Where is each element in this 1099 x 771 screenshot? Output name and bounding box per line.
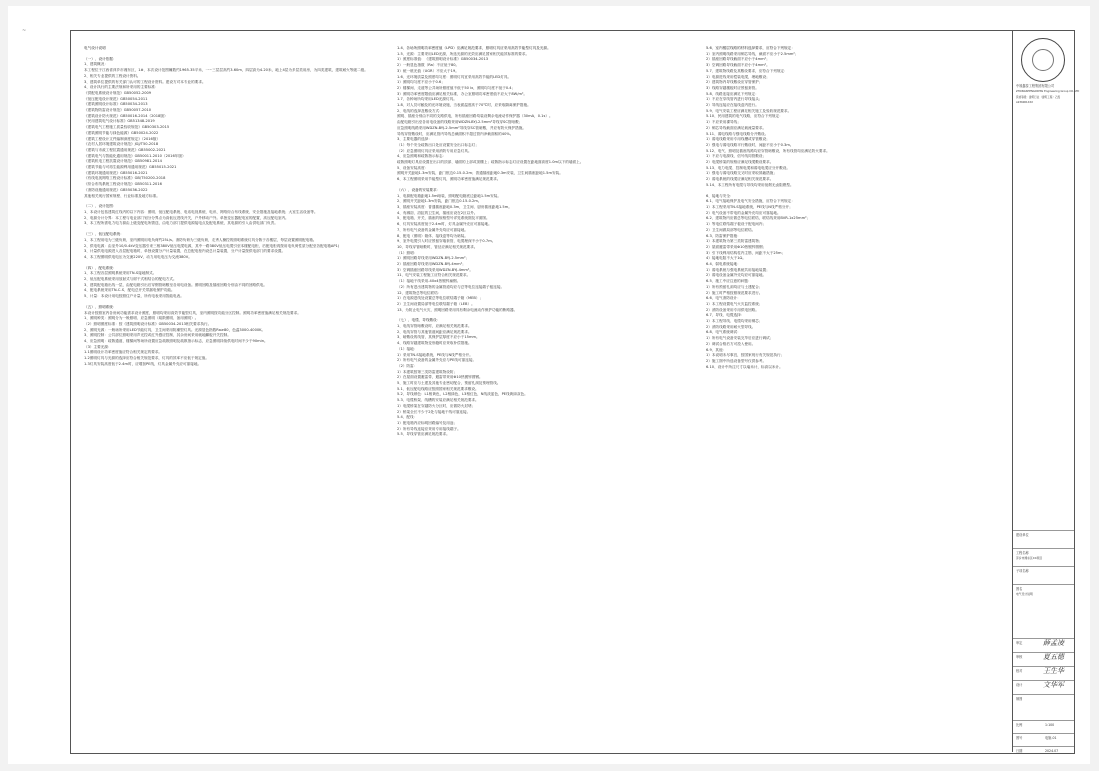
note-line: 5、设备安装高度： bbox=[397, 165, 429, 170]
label-drawing-no: 图号 bbox=[1016, 736, 1023, 740]
note-line: 照明、插座分别由不同的支路供电，所有插座回路均装设剩余电流动作保护器（30mA，0.1s）。 bbox=[397, 114, 553, 119]
note-line: 9、室外电缆引入时应预留穿墙套管，电缆埋深不小于0.7m。 bbox=[397, 239, 496, 244]
note-line: 1.3灯具安装高度低于2.4m时，应增加PE线，灯具金属外壳应可靠接地。 bbox=[84, 361, 202, 366]
note-line: 4、配电系统采用TN-C-S、配电总开关带漏电保护功能。 bbox=[84, 288, 175, 293]
note-line: 5.12、电气、照明及插座线路均应穿管暗敷设，所有线管均应满足防火要求。 bbox=[706, 148, 830, 153]
signature-approve: 薛孟凌 bbox=[1043, 639, 1064, 647]
note-line: 1、电源配电箱距地1.5m暗装，照明配电箱底边距地1.5m安装。 bbox=[397, 193, 502, 198]
note-line: 6.8、电气系统调试： bbox=[706, 330, 741, 335]
note-line: 应急照明线路采用WDZN-BYJ-2.5mm²导线穿SC管暗敷，并应有防火保护措施。 bbox=[397, 125, 526, 130]
note-line: 2）插座回路导线截面不应小于4mm²； bbox=[706, 57, 770, 62]
note-line: 2）铜芯导线截面应满足载流量要求。 bbox=[706, 125, 767, 130]
note-line: 2）卫生间设置局部等电位联结端子箱（LEB）。 bbox=[397, 301, 475, 306]
note-line: （六）、设备的安装要求： bbox=[397, 187, 441, 192]
note-line: 2）插座回路导线采用WDZN-BYJ-4mm²； bbox=[397, 262, 466, 267]
label-draft: 制图 bbox=[1016, 697, 1023, 701]
note-line: 1）配电箱内应标明回路编号及用途； bbox=[397, 421, 458, 425]
note-line: 3）空调回路导线截面不应小于4mm²。 bbox=[706, 63, 770, 68]
note-line: 1）室内照明线路采用铜芯导线，截面不应小于2.5mm²； bbox=[706, 51, 799, 56]
note-line: 1.7、各种场所均采用LED光源灯具。 bbox=[397, 97, 457, 102]
note-line: 6.2、建筑物内应做总等电位联结，联结线采用BVR-1x25mm²； bbox=[706, 216, 811, 221]
note-line: （三）、低压配电系统： bbox=[84, 232, 124, 237]
note-line: 2）施工图中所选设备型号仅供参考。 bbox=[706, 358, 767, 363]
note-line: 1）等电位联结端子板设于配电间内； bbox=[706, 222, 767, 227]
note-line: 1、本工程用电为三级负荷，室内照明用电负荷约25L/s。消防负荷为三级负荷，走秀人操控的照明系统灯具分散于各楼层，每层设置照明配电箱。 bbox=[84, 237, 317, 242]
note-line: 3）照明功率密度限值应满足相关标准，办公室照明功率密度值不应大于8W/m²。 bbox=[397, 91, 528, 96]
note-line: 3、建筑单位提供的有关部门认可的工程设计资料。建设方对本专业的要求。 bbox=[84, 79, 206, 84]
note-line: 3、照明控制：公共部位照明采用声光控或红外感应控制，其余房间采用就地翻板开关控制。 bbox=[84, 333, 231, 338]
value-drawing-no: 电施-01 bbox=[1045, 736, 1057, 740]
note-line: 6.3、防雷保护措施： bbox=[706, 233, 741, 238]
note-line: 6.10、设计中所注尺寸以毫米计，标高以米计。 bbox=[706, 364, 783, 369]
note-line: 1）弱电线路采用专用线槽或穿管敷设； bbox=[706, 137, 770, 142]
notes-column-2 bbox=[397, 46, 689, 438]
note-line: 疏散照明灯具应设置在出口的顶部、墙面的上部或顶棚上；疏散指示标志灯应设置在距地面高度1.0m以下的墙面上。 bbox=[397, 160, 584, 165]
note-line: 4、本工程照明供电电压为交流220V，动力用电电压为交流380V。 bbox=[84, 254, 192, 259]
note-line: 4、应急照明和疏散指示标志： bbox=[397, 154, 447, 159]
note-line: 《农村人居环境建筑设计规范》JGJ/T50-2018 bbox=[84, 142, 159, 147]
note-line: 6、灯具安装高度低于2.4m时，灯具金属外壳应可靠接地。 bbox=[397, 222, 492, 227]
note-line: 1.8、对人员可触及的光环境设施，当表面温度高于70℃时，应采取隔离保护措施。 bbox=[397, 103, 531, 108]
note-line: 《民用建筑电气设计标准》GB51348-2019 bbox=[84, 119, 155, 124]
note-line: （3）主要光源： bbox=[84, 344, 112, 349]
note-line: 8、配电（照明）箱体、接线盒等均为暗装。 bbox=[397, 233, 468, 238]
note-line: 2）消防设备采用专用供电回路。 bbox=[706, 307, 759, 312]
label-client: 建设单位 bbox=[1016, 533, 1029, 537]
value-date: 2024.07 bbox=[1045, 749, 1059, 753]
note-line: 2）电缆桥架的规格应满足线缆敷设要求。 bbox=[706, 160, 774, 165]
note-line: 2）所有导线连接应采用专用接线端子。 bbox=[397, 426, 461, 431]
note-line: 导线穿管敷设时，应满足管内导线总截面积不超过管内净截面积的40%。 bbox=[397, 131, 514, 136]
note-line: 4）接地电阻不大于1Ω。 bbox=[706, 256, 746, 261]
note-line: 5、施工时应与土建及其他专业密切配合，预留孔洞及预埋管线。 bbox=[397, 381, 501, 386]
note-line: 2）所有电气设备的金属外壳应与PE线可靠连接。 bbox=[397, 358, 477, 363]
project-name: 萍乡市湘东区XX项目 bbox=[1016, 556, 1043, 560]
note-line: 1）弱电系统与强电系统共用接地装置； bbox=[706, 267, 770, 272]
company-seal-icon bbox=[1021, 38, 1065, 82]
note-line: 《低压配电设计规范》GB50054-2011 bbox=[84, 96, 148, 101]
note-line: 由配电箱引出至各用电设备的线路采用WDZN-BYJ-2.5mm²导线穿SC管暗敷； bbox=[397, 120, 523, 125]
note-line: 2）弱电系统的线缆应满足相关规范要求。 bbox=[706, 177, 774, 182]
label-date: 日期 bbox=[1016, 749, 1023, 753]
note-line: 2、供电电源：由室外10/0.4kV变压器引来三相380V低压电缆电源，其中一路380V低压电缆引至本楼配电柜，后配电柜再按用电负荷性质分配至各配电箱AP1) bbox=[84, 243, 340, 248]
certificate-line: 资质等级：建筑行业（建筑工程）乙级 bbox=[1016, 96, 1061, 99]
note-line: 1）本建筑物为第三类防雷建筑物； bbox=[706, 239, 763, 244]
note-line: 《建筑环境通用规范》GB55016-2021 bbox=[84, 170, 148, 175]
note-line: 5.3、电缆桥架、线槽的安装应满足相关规范要求。 bbox=[397, 398, 479, 403]
note-line: （2）所有进出建筑物的金属管道均应与总等电位连接端子板连接。 bbox=[397, 284, 505, 289]
note-line: 6、接地与安全： bbox=[706, 193, 734, 198]
note-line: 《建筑照明节能与绿色能源》GB50024-2022 bbox=[84, 130, 159, 135]
note-line: 1）本工程设置电气火灾监控系统； bbox=[706, 301, 763, 306]
notes-column-1 bbox=[84, 46, 376, 368]
note-line: （二）、设计范围： bbox=[84, 204, 117, 209]
signature-review: 夏五德 bbox=[1043, 653, 1064, 661]
note-line: 12、建筑物总等电位联结： bbox=[397, 290, 442, 295]
note-line: 6.9、其他： bbox=[706, 347, 727, 352]
note-line: 1）所有电气设备安装完毕后应进行调试； bbox=[706, 336, 774, 341]
note-line: 2）施工时严格按照规范要求进行。 bbox=[706, 290, 763, 295]
note-line: 5.10、民用建筑的电气线路，应符合下列规定： bbox=[706, 114, 783, 119]
note-line: 7、所有电气设备的金属外壳均应可靠接地。 bbox=[397, 227, 468, 232]
note-line: 本工程位于江西省萍乡市湘东区，1#、本次设计范围幢数约1965.35平米，一~三层层高约3.60m，四层高为4.20米，地上4层为多层类用房，为四类建筑，建筑耐火等级二级。 bbox=[84, 68, 368, 73]
notes-column-3 bbox=[706, 46, 998, 370]
note-line: 6.6、电气消防设计： bbox=[706, 296, 741, 301]
note-line: 2）楼梯间、走道等公共场所照度值不低于50 lx，照明均匀度不低于0.4； bbox=[397, 85, 516, 90]
note-line: 6.4、弱电系统接地： bbox=[706, 262, 741, 267]
note-line: 1）照明均匀度不应小于0.6； bbox=[397, 80, 445, 85]
note-line: 11、电气安装工程施工应符合相关规范要求。 bbox=[397, 273, 471, 278]
note-line: 6.7、导线、电缆选择： bbox=[706, 313, 745, 318]
note-line: 3）引下线利用结构柱内主筋，间距不大于25m； bbox=[706, 250, 786, 255]
note-line: 《建筑照明设计标准》GB50034-2013 bbox=[84, 102, 148, 107]
note-line: 6.5、施工中应注意的问题： bbox=[706, 279, 752, 284]
note-line: 《有线电视网络工程设计标准》GB/T50200-2018 bbox=[84, 176, 166, 181]
note-line: （1）接地： bbox=[397, 346, 418, 351]
note-line: 1）本建筑按第三类防雷建筑物设防； bbox=[397, 369, 458, 374]
note-line: 5、配电箱、开关、插座的规格型号详见系统图及平面图。 bbox=[397, 216, 490, 221]
note-line: 6、本工程照明采用节能型灯具，照明功率密度值满足规范要求。 bbox=[397, 177, 501, 182]
label-drawing-title: 图名 bbox=[1016, 587, 1023, 591]
label-subitem: 子项名称 bbox=[1016, 569, 1029, 573]
note-line: （五）、照明系统： bbox=[84, 304, 117, 309]
note-line: 3）统一眩光值（UGR）不应大于19。 bbox=[397, 68, 459, 73]
note-line: 5.7、建筑物线路及其敷设要求，应符合下列规定： bbox=[706, 68, 788, 73]
note-line: 1）照度标准值：《建筑照明设计标准》GB50034-2013 bbox=[397, 57, 489, 62]
note-line: 2、电线的选择及敷设方式： bbox=[397, 108, 443, 113]
note-line: 《供配电系统设计规范》GB50052-2009 bbox=[84, 90, 152, 95]
note-line: 1）不应与电源线、信号线同管敷设； bbox=[706, 154, 767, 159]
note-line: 《建筑节能与可再生能源利用通用规范》GB55015-2021 bbox=[84, 165, 177, 170]
note-line: 5.2、导线颜色：L1相黄色，L2相绿色，L3相红色，N线淡蓝色，PE线黄绿双色。 bbox=[397, 392, 528, 397]
note-line: 电气设计说明 bbox=[84, 46, 106, 50]
signature-check: 王生华 bbox=[1043, 667, 1064, 675]
note-line: 1）本说明未尽事宜，按国家现行有关规范执行； bbox=[706, 353, 785, 358]
label-review: 审核 bbox=[1016, 655, 1023, 659]
note-line: 3）线路穿越楼板时应预留套管。 bbox=[706, 85, 759, 90]
note-line: 2）强电与弱电线路平行敷设时，间距不应小于0.3m。 bbox=[706, 142, 794, 147]
note-line: 《建筑电气与智能化通用规范》GB50011-2010（2016年版） bbox=[84, 153, 186, 158]
note-line: 1）采用TN-S接地系统，PE线与N线严格分开。 bbox=[397, 352, 473, 357]
note-line: 2）电气设备不带电的金属外壳均应可靠接地。 bbox=[706, 210, 781, 215]
note-line: 1）不应采用裸导线； bbox=[706, 120, 741, 125]
note-line: 4、线路穿越建筑物变形缝时应采取补偿措施。 bbox=[397, 341, 472, 346]
note-line: 2、相关专业提供的工程设计资料。 bbox=[84, 73, 141, 78]
note-line: 3、本工程所需电力电力源由上级变配电所馈送，由电力部门提供电源接电点及配电系统，其电源的引入由供电部门负责。 bbox=[84, 221, 278, 226]
note-line: 1）强电与弱电线路交叉时应采取屏蔽措施； bbox=[706, 171, 777, 176]
note-line: 《建筑设计防火规范》GB50016-2014（2018版） bbox=[84, 113, 168, 118]
note-line: 《建筑机电工程抗震设计规范》GB50981-2014 bbox=[84, 159, 162, 164]
note-line: 3、插座安装高度：普通插座距地0.3m，卫生间、厨房插座距地1.5m。 bbox=[397, 204, 512, 209]
note-line: 3、建筑配电箱出线一层，由配电箱引出后穿钢管暗敷至各用电设备。照明回路及插座回路分别由不同的回路供电。 bbox=[84, 282, 267, 287]
note-line: 2）导线连接应在接线盒内进行。 bbox=[706, 103, 759, 108]
note-line: （2）应急照明灯具应采用消防专用应急灯具。 bbox=[397, 148, 472, 153]
note-line: 2）一般显色指数（Ra）不应低于80。 bbox=[397, 63, 460, 68]
certificate-number: A236001XXX bbox=[1016, 101, 1034, 104]
note-line: 1、本设计包括建筑红线内的以下内容：照明、低压配电系统、电话电视系统、电讯、网络综合布线系统、安全措施及接地系统；大室生活设备等。 bbox=[84, 209, 318, 214]
note-line: 5.9、电气安装工程应满足相关施工及验收规范要求。 bbox=[706, 108, 792, 113]
note-line: 2）屋面避雷带采用Φ10热镀锌圆钢； bbox=[706, 244, 767, 249]
note-line: 2、电线穿管与其他管道间距应满足规范要求。 bbox=[397, 329, 472, 334]
note-line: 5.6、室内楼层线路的材料选择要求，应符合下列规定： bbox=[706, 46, 795, 50]
note-line: 1）电缆桥架在穿越防火分区时，应做防火封堵； bbox=[397, 403, 476, 408]
note-line: 1）本工程采用TN-S接地系统，PE线与N线严格分开； bbox=[706, 204, 793, 209]
note-line: 1）本工程导线、电缆均采用铜芯； bbox=[706, 319, 763, 324]
note-line: （2）防雷： bbox=[397, 363, 418, 368]
note-line: 4、设计执行的主要法规和所采用的主要标准： bbox=[84, 85, 159, 90]
note-line: 《建筑与市政工程抗震通用规范》GB55002-2021 bbox=[84, 147, 166, 152]
note-line: 1.1照明设计功率密度值应符合相关规定的要求。 bbox=[84, 350, 163, 355]
note-line: 1、建筑概况： bbox=[84, 62, 108, 67]
note-line: 1.4、各场所照明功率密度值（LPD）应满足规范要求，照明灯具应采用高效节能型灯具及光源。 bbox=[397, 46, 551, 50]
note-line: 2、低压配电系统采用放射式与树干式相结合的配电方式。 bbox=[84, 277, 177, 282]
note-line: 2）建筑物内导线敷设应穿管保护； bbox=[706, 80, 763, 85]
note-line: （一）、设计依据： bbox=[84, 56, 117, 61]
note-line: 3、暗敷设的线管，其保护层厚度不应小于15mm。 bbox=[397, 335, 480, 340]
note-line: 5.13、电力电缆、控制电缆和弱电电缆应分开敷设。 bbox=[706, 165, 790, 170]
note-line: 1、本工程各层照明系统采用TN-S接地制式。 bbox=[84, 271, 157, 276]
note-line: 10、导线穿管暗敷时，管径应满足相关规范要求。 bbox=[397, 244, 478, 249]
note-line: 本设计按照室内各房间功能需求设计照度，照明均采用高效节能型灯具，室内照明按功能分区控制。照明功率密度值满足相关规范要求。 bbox=[84, 310, 301, 315]
note-line: 2）调试合格后方可投入使用。 bbox=[706, 341, 756, 346]
note-line: 1）在电源进线处设置总等电位联结端子箱（MEB）； bbox=[397, 296, 484, 301]
company-name-en: ZHONGSHENGXINTAI Engineering Group CO.,LTD bbox=[1016, 90, 1080, 93]
note-line: （1）照明： bbox=[397, 250, 418, 255]
note-line: 4、应急照明：疏散通道、楼梯间等场所设置应急疏散照明及疏散指示标志，应急照明持续供电时间不少于90min。 bbox=[84, 339, 268, 344]
note-line: 1）电源进线采用铠装电缆，埋地敷设； bbox=[706, 74, 770, 79]
note-line: 5、计量：本设计用电按照住户计量，所有电表采用智能电表。 bbox=[84, 294, 184, 299]
drawing-title: 电气设计说明 bbox=[1016, 592, 1033, 596]
note-line: 2）卫生间做局部等电位联结。 bbox=[706, 227, 756, 232]
corner-mark: ~ bbox=[22, 28, 27, 34]
note-line: （2）照明照度标准：按《建筑照明设计标准》GB50034-2013相关要求执行。 bbox=[84, 321, 212, 326]
note-line: 2、电源分计分界：本工程与电业部门划分分界点为高低压进线开关，户外移动户外。单独变压器配电室的配置，高压配电室内。 bbox=[84, 215, 289, 220]
note-line: 1.2照明灯具与光源的选择应符合相关规范要求，灯具的效率不应低于规定值。 bbox=[84, 356, 210, 361]
note-line: 13、为防止电气火灾，照明回路采用具有剩余电流动作保护功能的断路器。 bbox=[397, 307, 518, 312]
note-line: 2）在屋面设置避雷带，避雷带采用Φ10热镀锌圆钢。 bbox=[397, 375, 483, 380]
note-line: 《建筑电气工程施工质量验收规范》GB50303-2015 bbox=[84, 125, 170, 130]
note-line: 1、照明种类：照明分为一般照明、应急照明（疏散照明、备用照明）。 bbox=[84, 316, 199, 321]
note-line: 3、主要电器的选择： bbox=[397, 137, 432, 142]
note-line: （七）、电缆、导线敷设： bbox=[397, 318, 441, 323]
note-line: 2）消防线路采用耐火型导线。 bbox=[706, 324, 756, 329]
note-line: 5.1、低压配电线路应按照国家相关规范要求敷设。 bbox=[397, 386, 479, 391]
note-line: 1）照明回路导线采用WDZN-BYJ-2.5mm²； bbox=[397, 256, 470, 261]
title-block bbox=[1012, 30, 1080, 753]
note-line: 1）不应在穿线管内进行导线接头； bbox=[706, 97, 763, 102]
note-line: 5.11、弱电线路与强电线路分开敷设。 bbox=[706, 131, 769, 136]
note-line: 照明开关距地1.3m安装，距门框边0.15-0.2m；普通插座距地0.3m安装，卫生间插座距地1.5m安装。 bbox=[397, 171, 563, 176]
label-check: 校对 bbox=[1016, 669, 1023, 673]
note-line: 1、电线穿管暗敷设时，应满足相关规范要求。 bbox=[397, 324, 472, 329]
note-line: 1.5、光源：主要采用LED光源，所选光源的光效应满足国家相关能效标准的要求。 bbox=[397, 51, 530, 56]
note-line: 2、照明光源：一般场所采用LED节能灯具，卫生间采用防潮型灯具。光源显色指数Ra≥80，色温3000-4000K。 bbox=[84, 327, 266, 332]
note-line: 《消防设施通用规范》GB55036-2022 bbox=[84, 187, 148, 192]
note-line: 5.8、线路连接应满足下列规定： bbox=[706, 91, 759, 96]
note-line: 5.5、导线穿管应满足规范要求。 bbox=[397, 432, 450, 437]
note-line: （1）接地干线采用-40x4热镀锌扁钢。 bbox=[397, 279, 461, 284]
note-line: （1）每个安全疏散出口处应设置安全出口标志灯； bbox=[397, 142, 479, 147]
note-line: 4、有淋浴、浴缸的卫生间，插座应设在2区以外。 bbox=[397, 210, 478, 215]
signature-design: 文华军 bbox=[1043, 681, 1064, 689]
note-line: （四）、配电系统： bbox=[84, 265, 117, 270]
note-line: 《建筑工程设计文件编制深度规定》（2016版） bbox=[84, 136, 161, 141]
note-line: 3、计量供电电源进入各层配电箱时，单独设置分户计量装置，在总配电柜内设总计量装置，分户计量按供电部门的要求设置。 bbox=[84, 249, 286, 254]
note-line: 5.4、配线： bbox=[397, 415, 418, 420]
label-design: 设计 bbox=[1016, 683, 1023, 687]
note-line: 6.1、电气接地保护及电气安全措施，应符合下列规定： bbox=[706, 199, 795, 204]
value-scale: 1:100 bbox=[1045, 723, 1055, 727]
note-line: 1）所有预留孔洞均应与土建配合； bbox=[706, 284, 763, 289]
note-line: 1.6、光环境质量及照度均匀度：照明灯具宜采用高效节能的LED灯具。 bbox=[397, 74, 512, 79]
label-scale: 比例 bbox=[1016, 723, 1023, 727]
note-line: 5.14、本工程所有电缆与导线均采用低烟无卤阻燃型。 bbox=[706, 182, 794, 187]
company-name-cn: 中晟鑫泰工程集团有限公司 bbox=[1016, 84, 1055, 88]
label-approve: 审定 bbox=[1016, 641, 1023, 645]
note-line: 2）桥架全长不少于2处与接地干线可靠连接。 bbox=[397, 409, 471, 414]
note-line: 《建筑物防雷设计规范》GB50057-2010 bbox=[84, 108, 152, 113]
label-project: 工程名称 bbox=[1016, 551, 1029, 555]
note-line: 《综合布线系统工程设计规范》GB50311-2016 bbox=[84, 182, 162, 187]
note-line: 2、照明开关距地1.3m安装，距门框边0.15-0.2m。 bbox=[397, 199, 482, 204]
note-line: 其他相关现行国家规程、行业标准及地方标准。 bbox=[84, 193, 160, 198]
note-line: 2）弱电设备金属外壳均应可靠接地。 bbox=[706, 273, 767, 278]
note-line: 3）空调插座回路导线采用WDZN-BYJ-4mm²。 bbox=[397, 267, 473, 272]
